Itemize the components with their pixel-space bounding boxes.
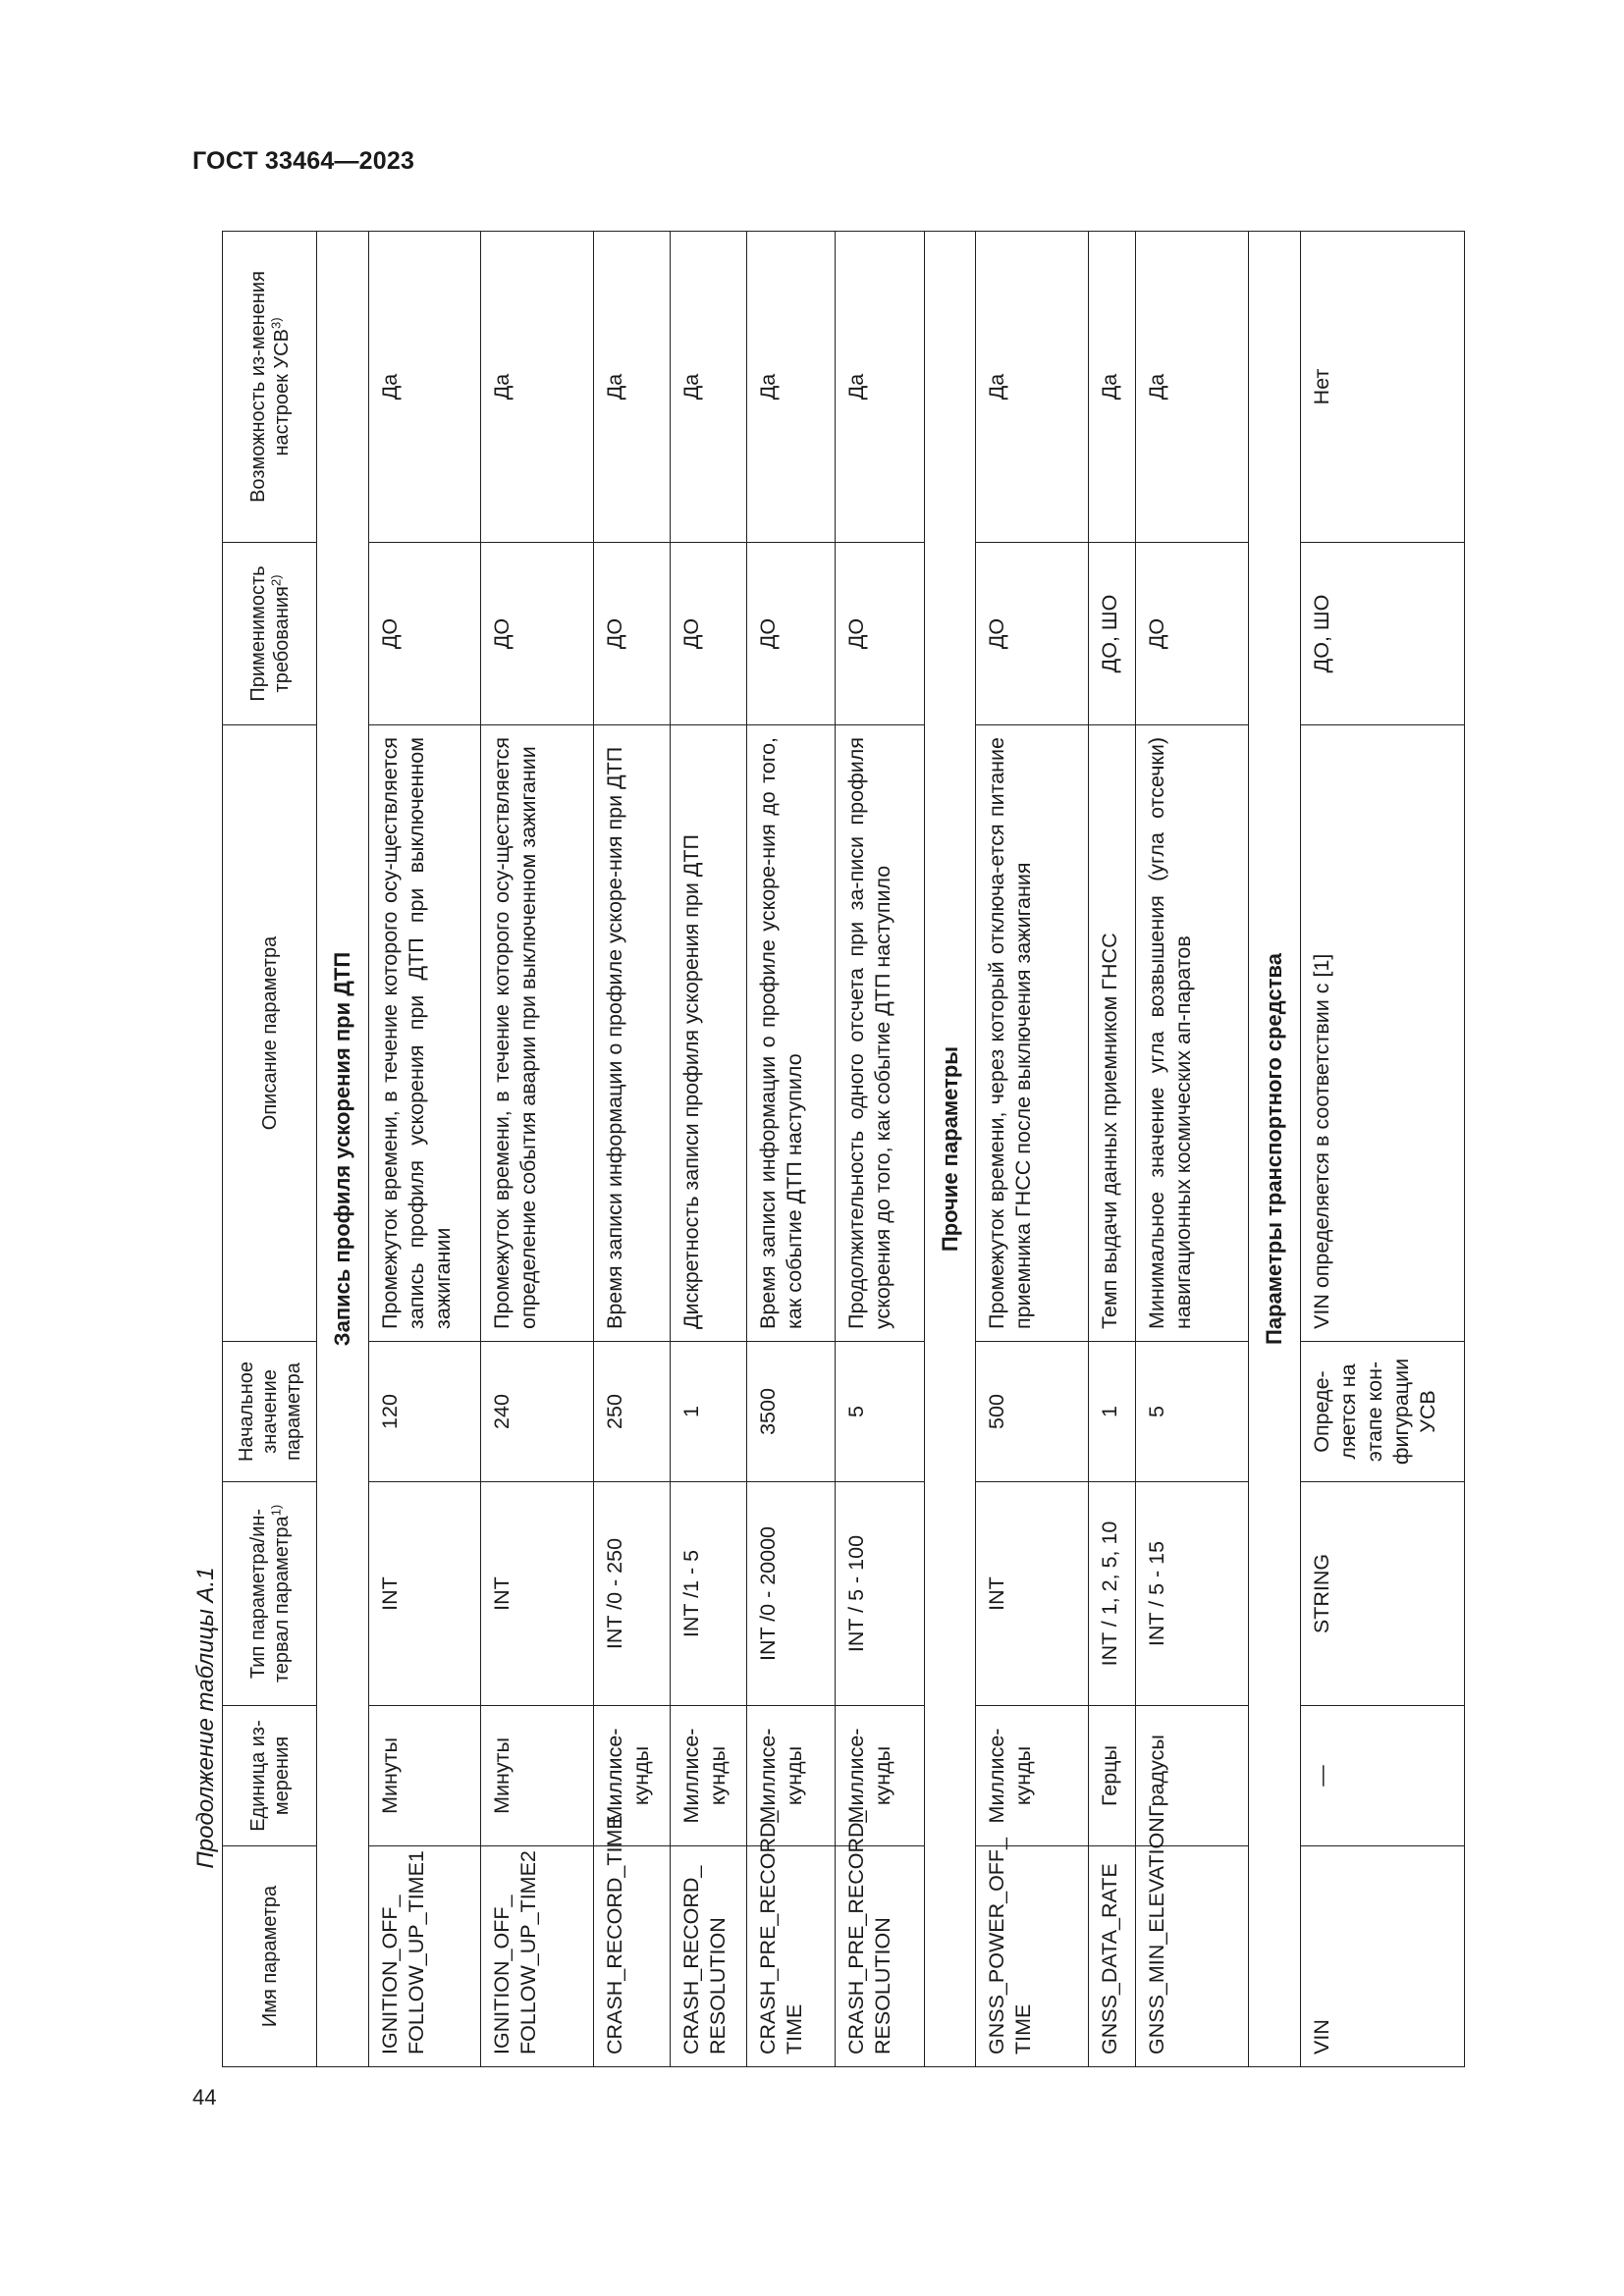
cell-unit: Минуты — [481, 1706, 593, 1846]
table-row — [481, 232, 593, 2067]
cell-type: INT — [976, 1482, 1088, 1706]
cell-description: Промежуток времени, через который отключа-ется питание приемника ГНСС после выключения зажигания — [976, 725, 1088, 1342]
cell-type: STRING — [1300, 1482, 1464, 1706]
cell-applicability: ДО, ШО — [1300, 543, 1464, 725]
cell-name: GNSS_POWER_OFF_ TIME — [976, 1846, 1088, 2067]
cell-configurable: Да — [747, 232, 836, 543]
cell-unit: Миллисе-кунды — [747, 1706, 836, 1846]
section-row — [317, 232, 369, 2067]
table-row — [836, 232, 924, 2067]
cell-initial: 5 — [1136, 1342, 1248, 1482]
header-unit: Единица из-мерения — [223, 1706, 317, 1846]
cell-configurable: Да — [836, 232, 924, 543]
cell-initial: Опреде-ляется на этапе кон-фигурации УСВ — [1300, 1342, 1464, 1482]
cell-name: CRASH_PRE_RECORD_ TIME — [747, 1846, 836, 2067]
cell-configurable: Да — [976, 232, 1088, 543]
cell-configurable: Нет — [1300, 232, 1464, 543]
cell-name: GNSS_MIN_ELEVATION — [1136, 1846, 1248, 2067]
header-type: Тип параметра/ин-тервал параметра$^{1)}$ — [223, 1482, 317, 1706]
cell-unit: Миллисе-кунды — [593, 1706, 670, 1846]
parameters-table — [222, 231, 1465, 2067]
cell-configurable: Да — [368, 232, 480, 543]
cell-configurable: Да — [1136, 232, 1248, 543]
cell-description: Время записи информации о профиле ускоре-ния при ДТП — [593, 725, 670, 1342]
cell-applicability: ДО — [836, 543, 924, 725]
cell-unit: Миллисе-кунды — [836, 1706, 924, 1846]
cell-type: INT / 1, 2, 5, 10 — [1088, 1482, 1135, 1706]
cell-initial: 500 — [976, 1342, 1088, 1482]
section-row — [924, 232, 976, 2067]
cell-name: IGNITION_OFF_ FOLLOW_UP_TIME2 — [481, 1846, 593, 2067]
cell-configurable: Да — [593, 232, 670, 543]
cell-type: INT /0 - 250 — [593, 1482, 670, 1706]
cell-name: CRASH_PRE_RECORD_ RESOLUTION — [836, 1846, 924, 2067]
cell-name: GNSS_DATA_RATE — [1088, 1846, 1135, 2067]
table-row — [368, 232, 480, 2067]
table-row — [670, 232, 746, 2067]
table-row — [747, 232, 836, 2067]
cell-applicability: ДО, ШО — [1088, 543, 1135, 725]
cell-type: INT /1 - 5 — [670, 1482, 746, 1706]
page-number: 44 — [192, 2085, 217, 2109]
table-row — [1088, 232, 1135, 2067]
header-initial: Начальное значение параметра — [223, 1342, 317, 1482]
cell-description: Темп выдачи данных приемником ГНСС — [1088, 725, 1135, 1342]
cell-unit: — — [1300, 1706, 1464, 1846]
cell-applicability: ДО — [747, 543, 836, 725]
table-row — [1300, 232, 1464, 2067]
rotated-table-container — [222, 232, 1465, 2067]
cell-applicability: ДО — [481, 543, 593, 725]
cell-initial: 240 — [481, 1342, 593, 1482]
cell-unit: Герцы — [1088, 1706, 1135, 1846]
cell-unit: Минуты — [368, 1706, 480, 1846]
cell-description: Время записи информации о профиле ускоре-ния до того, как событие ДТП наступило — [747, 725, 836, 1342]
header-applicability: Применимость требования$^{2)}$ — [223, 543, 317, 725]
cell-description: Промежуток времени, в течение которого осу-ществляется определение события аварии при выключенном зажигании — [481, 725, 593, 1342]
header-configurable: Возможность из-менения настроек УСВ$^{3)}$ — [223, 232, 317, 543]
cell-applicability: ДО — [1136, 543, 1248, 725]
cell-name: VIN — [1300, 1846, 1464, 2067]
cell-applicability: ДО — [368, 543, 480, 725]
cell-applicability: ДО — [670, 543, 746, 725]
header-name: Имя параметра — [223, 1846, 317, 2067]
cell-unit: Градусы — [1136, 1706, 1248, 1846]
cell-initial: 3500 — [747, 1342, 836, 1482]
cell-description: VIN определяется в соответствии с [1] — [1300, 725, 1464, 1342]
cell-description: Промежуток времени, в течение которого осу-ществляется запись профиля ускорения при ДТП при выключенном зажигании — [368, 725, 480, 1342]
cell-configurable: Да — [481, 232, 593, 543]
cell-initial: 1 — [1088, 1342, 1135, 1482]
cell-type: INT /0 - 20000 — [747, 1482, 836, 1706]
header-description: Описание параметра — [223, 725, 317, 1342]
cell-type: INT / 5 - 15 — [1136, 1482, 1248, 1706]
cell-initial: 250 — [593, 1342, 670, 1482]
cell-unit: Миллисе-кунды — [976, 1706, 1088, 1846]
cell-type: INT / 5 - 100 — [836, 1482, 924, 1706]
section-title: Запись профиля ускорения при ДТП — [317, 232, 369, 2067]
cell-name: IGNITION_OFF_ FOLLOW_UP_TIME1 — [368, 1846, 480, 2067]
cell-initial: 1 — [670, 1342, 746, 1482]
cell-type: INT — [368, 1482, 480, 1706]
cell-initial: 120 — [368, 1342, 480, 1482]
section-title: Параметры транспортного средства — [1248, 232, 1300, 2067]
table-row — [1136, 232, 1248, 2067]
table-row — [976, 232, 1088, 2067]
cell-name: CRASH_RECORD_TIME — [593, 1846, 670, 2067]
cell-applicability: ДО — [976, 543, 1088, 725]
cell-description: Минимальное значение угла возвышения (угла отсечки) навигационных космических ап-паратов — [1136, 725, 1248, 1342]
cell-description: Дискретность записи профиля ускорения при ДТП — [670, 725, 746, 1342]
table-row — [593, 232, 670, 2067]
cell-type: INT — [481, 1482, 593, 1706]
cell-description: Продолжительность одного отсчета при за-писи профиля ускорения до того, как событие ДТП наступило — [836, 725, 924, 1342]
table-caption: Продолжение таблицы А.1 — [192, 1567, 219, 1869]
cell-unit: Миллисе-кунды — [670, 1706, 746, 1846]
cell-name: CRASH_RECORD_ RESOLUTION — [670, 1846, 746, 2067]
section-title: Прочие параметры — [924, 232, 976, 2067]
cell-applicability: ДО — [593, 543, 670, 725]
table-body — [317, 232, 1465, 2067]
table-header-row — [223, 232, 317, 2067]
cell-initial: 5 — [836, 1342, 924, 1482]
cell-configurable: Да — [670, 232, 746, 543]
document-code: ГОСТ 33464—2023 — [192, 147, 415, 175]
section-row — [1248, 232, 1300, 2067]
cell-configurable: Да — [1088, 232, 1135, 543]
